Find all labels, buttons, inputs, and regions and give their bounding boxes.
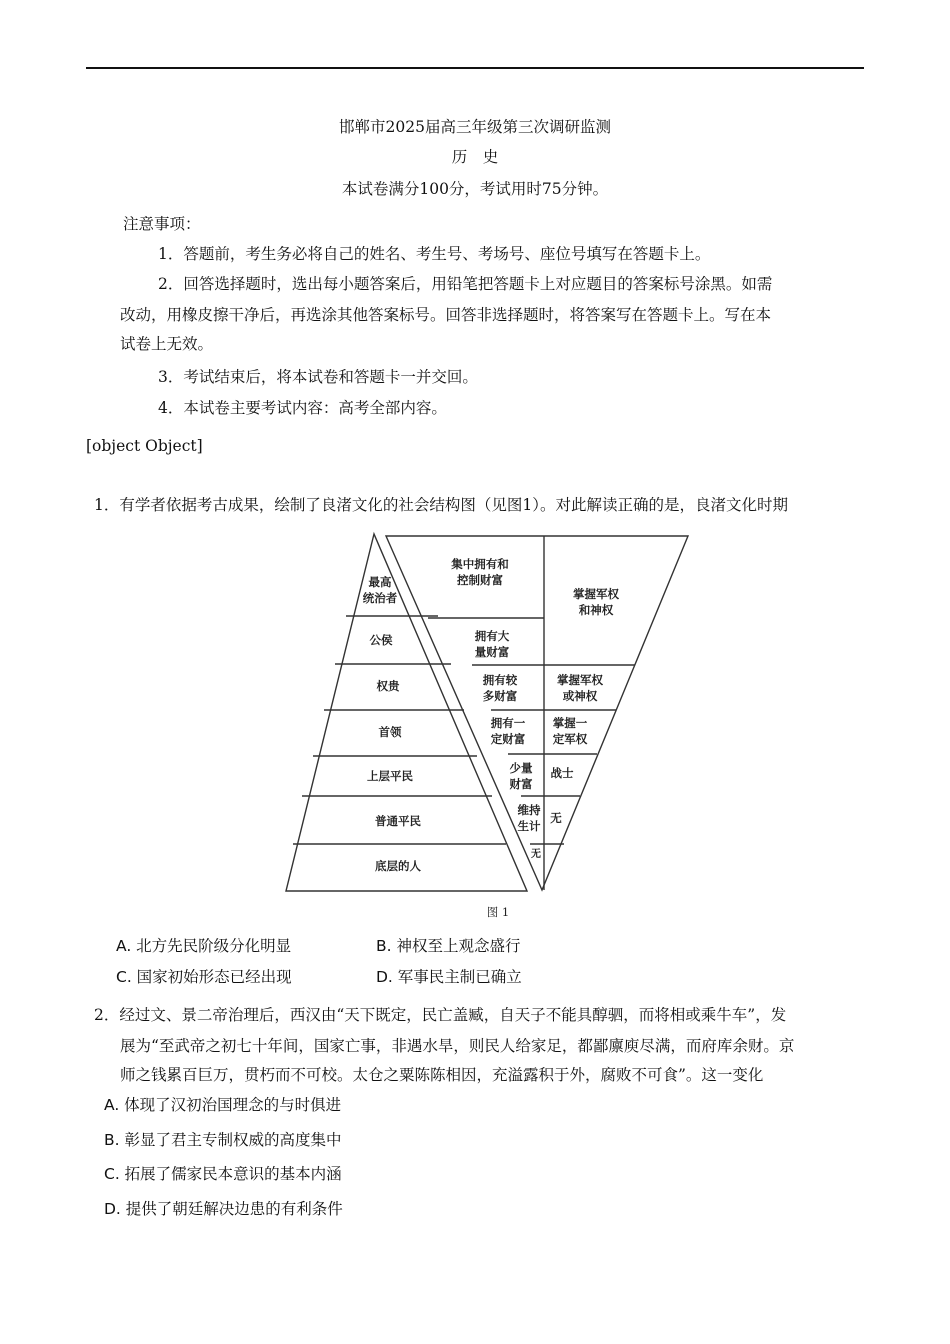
q1-option-d[interactable]: D. 军事民主制已确立: [376, 968, 522, 986]
label-line: 最高: [368, 575, 392, 589]
figure-1-social-structure-diagram: [280, 528, 700, 926]
label-line: 拥有一: [490, 716, 526, 730]
q2-option-b[interactable]: B. 彰显了君主专制权威的高度集中: [104, 1131, 342, 1149]
question-2-stem-continued: 展为“至武帝之初七十年间，国家亡事，非遇水旱，则民人给家足，都鄙廪庾尽满，而府库余财。京: [120, 1037, 795, 1055]
label-line: 量财富: [474, 645, 510, 659]
label: 上层平民: [367, 769, 413, 783]
label-line: 控制财富: [457, 573, 503, 587]
label: 首领: [378, 725, 402, 739]
label: 战士: [550, 766, 574, 780]
q1-option-c[interactable]: C. 国家初始形态已经出现: [116, 968, 292, 986]
label-line: 或神权: [562, 689, 598, 703]
label-line: 掌握军权: [573, 587, 619, 601]
label: 无: [550, 811, 562, 825]
label-line: 和神权: [578, 603, 614, 617]
question-2-stem-continued: 师之钱累百巨万，贯朽而不可校。太仓之粟陈陈相因，充溢露积于外，腐败不可食”。这一变化: [120, 1066, 764, 1084]
exam-title: 邯郸市2025届高三年级第三次调研监测: [339, 118, 611, 136]
left-triangle: [286, 534, 527, 891]
subject-title: 历 史: [451, 148, 499, 166]
notice-heading: 注意事项：: [123, 215, 201, 233]
notice-item-continued: 试卷上无效。: [120, 335, 214, 353]
label-line: 集中拥有和: [451, 557, 509, 571]
q1-option-b[interactable]: B. 神权至上观念盛行: [376, 937, 521, 955]
figure-caption: 图 1: [486, 905, 510, 919]
question-1-stem: 1．有学者依据考古成果，绘制了良渚文化的社会结构图（见图1）。对此解读正确的是，良渚文化时期: [94, 496, 788, 514]
label-line: 统治者: [362, 591, 398, 605]
label-line: 多财富: [482, 689, 518, 703]
label-line: 拥有较: [482, 673, 518, 687]
label-line: 定军权: [552, 732, 588, 746]
label: 普通平民: [375, 814, 421, 828]
notice-item-continued: 改动，用橡皮擦干净后，再选涂其他答案标号。回答非选择题时，将答案写在答题卡上。写在本: [120, 306, 772, 324]
q1-option-a[interactable]: A. 北方先民阶级分化明显: [116, 937, 292, 955]
label-line: 掌握一: [552, 716, 588, 730]
label-line: 掌握军权: [557, 673, 603, 687]
score-info: 本试卷满分100分，考试用时75分钟。: [341, 180, 609, 198]
section-heading: [object Object]: [86, 437, 203, 455]
label: 公侯: [369, 633, 393, 647]
right-triangle: [386, 536, 688, 890]
notice-item: 2．回答选择题时，选出每小题答案后，用铅笔把答题卡上对应题目的答案标号涂黑。如需: [158, 275, 773, 293]
notice-item: 1．答题前，考生务必将自己的姓名、考生号、考场号、座位号填写在答题卡上。: [158, 245, 711, 263]
label-line: 拥有大: [474, 629, 510, 643]
question-2-stem: 2．经过文、景二帝治理后，西汉由“天下既定，民亡盖臧，自天子不能具醇驷，而将相或乘牛车”，发: [94, 1006, 787, 1024]
q2-option-c[interactable]: C. 拓展了儒家民本意识的基本内涵: [104, 1165, 342, 1183]
label-line: 定财富: [490, 732, 526, 746]
label: 底层的人: [375, 859, 421, 873]
label-line: 少量: [509, 761, 533, 775]
label-line: 生计: [517, 819, 541, 833]
label-line: 维持: [517, 803, 541, 817]
q2-option-a[interactable]: A. 体现了汉初治国理念的与时俱进: [104, 1096, 342, 1114]
notice-item: 4．本试卷主要考试内容：高考全部内容。: [158, 399, 447, 417]
notice-item: 3．考试结束后，将本试卷和答题卡一并交回。: [158, 368, 478, 386]
q2-option-d[interactable]: D. 提供了朝廷解决边患的有利条件: [104, 1200, 343, 1218]
top-rule: [86, 67, 864, 69]
label: 权贵: [376, 679, 400, 693]
label: 无: [531, 849, 541, 860]
label-line: 财富: [509, 777, 533, 791]
